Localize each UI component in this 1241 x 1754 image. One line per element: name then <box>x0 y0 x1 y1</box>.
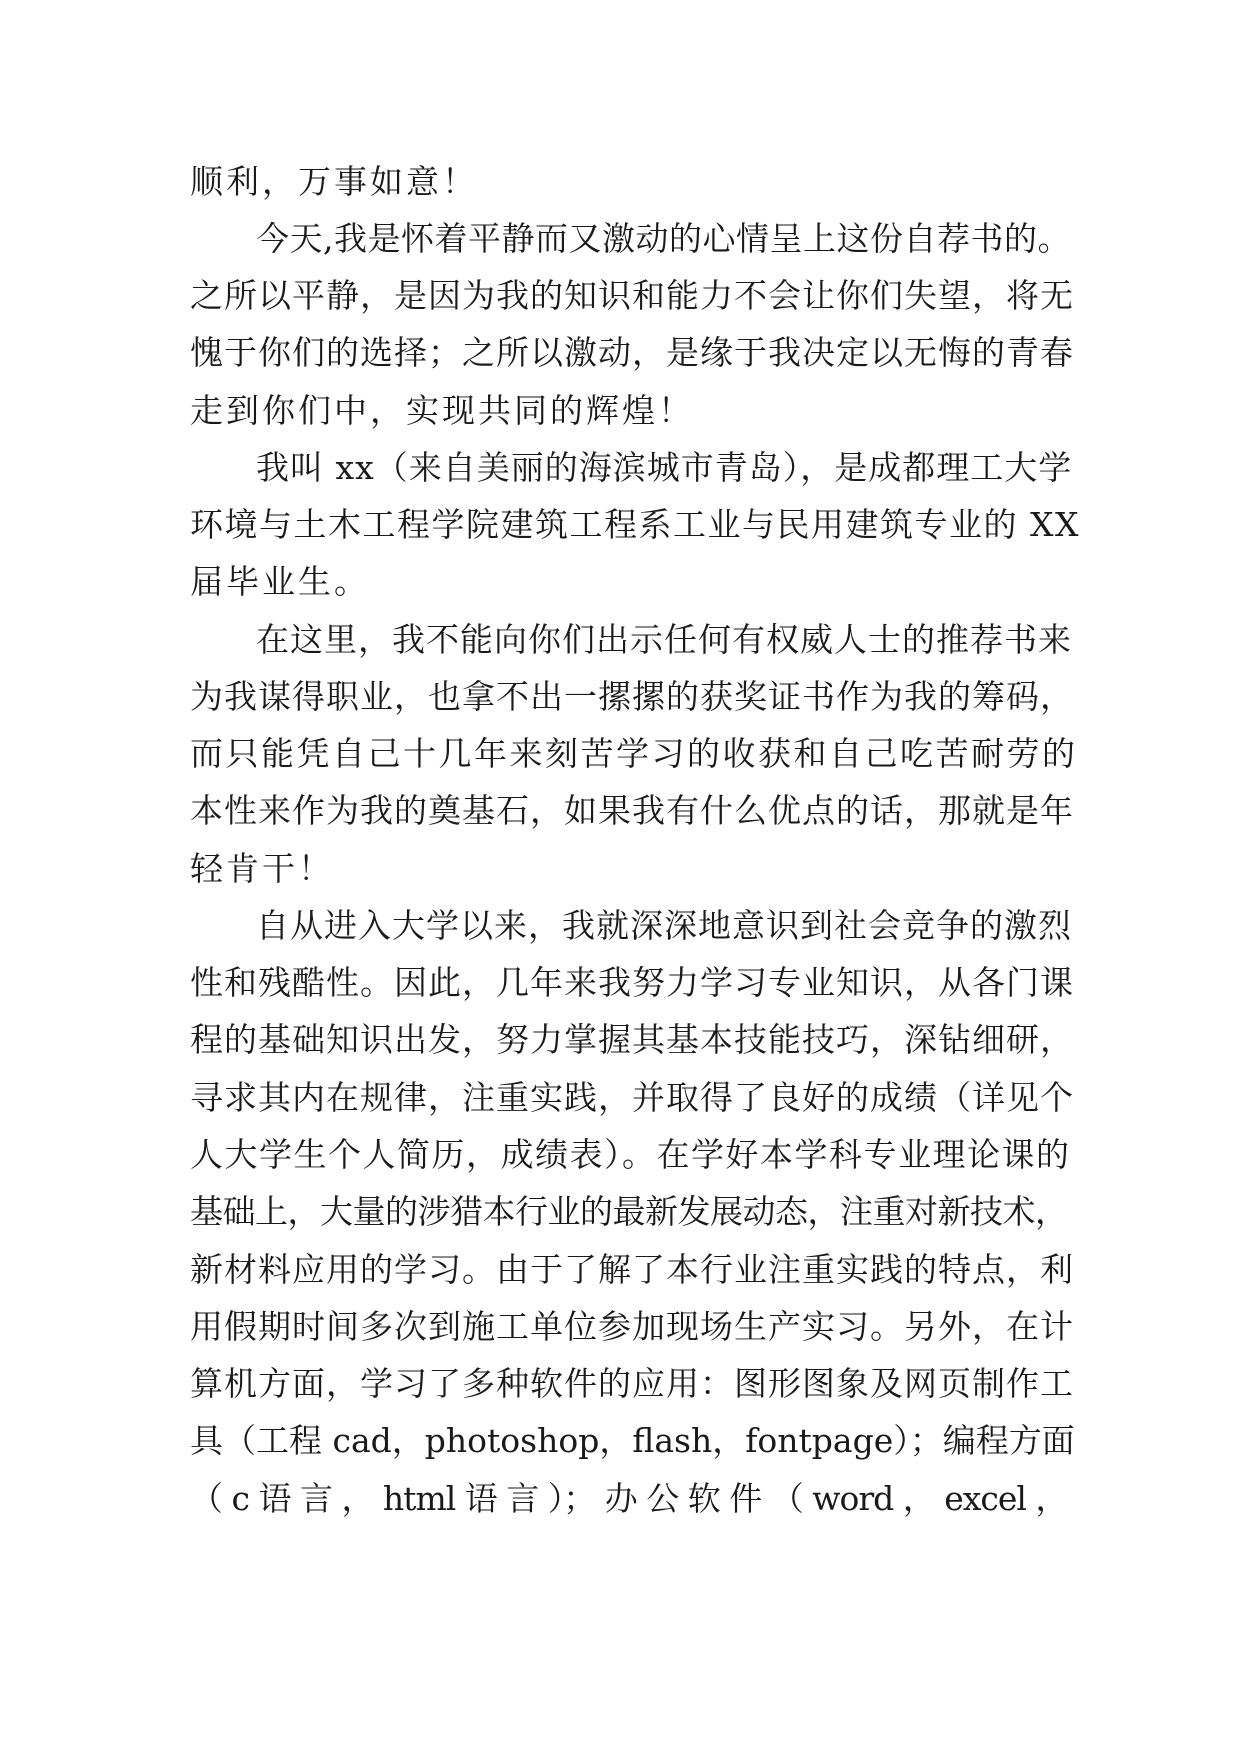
text-line: 用假期时间多次到施工单位参加现场生产实习。另外，在计 <box>190 1307 1074 1346</box>
text-line: 本性来作为我的奠基石，如果我有什么优点的话，那就是年 <box>190 791 1074 830</box>
text-line: 环境与土木工程学院建筑工程系工业与民用建筑专业的 XX <box>190 505 1080 544</box>
text-line: 而只能凭自己十几年来刻苦学习的收获和自己吃苦耐劳的 <box>190 734 1078 773</box>
text-line: 具（工程 cad，photoshop，flash，fontpage）；编程方面 <box>190 1421 1075 1460</box>
text-line: 基础上，大量的涉猎本行业的最新发展动态，注重对新技术， <box>190 1192 1068 1231</box>
paragraph-first-line: 我叫 xx（来自美丽的海滨城市青岛），是成都理工大学 <box>256 448 1073 487</box>
text-line: 性和残酷性。因此，几年来我努力学习专业知识，从各门课 <box>190 963 1074 1002</box>
text-line: 程的基础知识出发，努力掌握其基本技能技巧，深钻细研， <box>190 1020 1074 1059</box>
text-line: 走到你们中，实现共同的辉煌！ <box>190 391 694 430</box>
text-line: 愧于你们的选择；之所以激动，是缘于我决定以无悔的青春 <box>190 333 1074 372</box>
text-line: （ c 语 言 ， html 语 言 ）； 办 公 软 件 （ word ， excel ， <box>190 1479 1068 1518</box>
text-line: 顺利，万事如意！ <box>190 162 478 201</box>
text-line: 为我谋得职业，也拿不出一摞摞的获奖证书作为我的筹码， <box>190 677 1074 716</box>
text-line: 人大学生个人简历，成绩表）。在学好本学科专业理论课的 <box>190 1135 1071 1174</box>
text-line: 轻肯干！ <box>190 849 334 888</box>
text-line: 届毕业生。 <box>190 562 370 601</box>
text-line: 新材料应用的学习。由于了解了本行业注重实践的特点，利 <box>190 1250 1074 1289</box>
paragraph-first-line: 今天,我是怀着平静而又激动的心情呈上这份自荐书的。 <box>256 219 1071 258</box>
paragraph-first-line: 自从进入大学以来，我就深深地意识到社会竞争的激烈 <box>256 906 1072 945</box>
text-line: 算机方面，学习了多种软件的应用：图形图象及网页制作工 <box>190 1364 1074 1403</box>
text-line: 寻求其内在规律，注重实践，并取得了良好的成绩（详见个 <box>190 1078 1074 1117</box>
text-line: 之所以平静，是因为我的知识和能力不会让你们失望，将无 <box>190 276 1074 315</box>
paragraph-first-line: 在这里，我不能向你们出示任何有权威人士的推荐书来 <box>256 620 1072 659</box>
